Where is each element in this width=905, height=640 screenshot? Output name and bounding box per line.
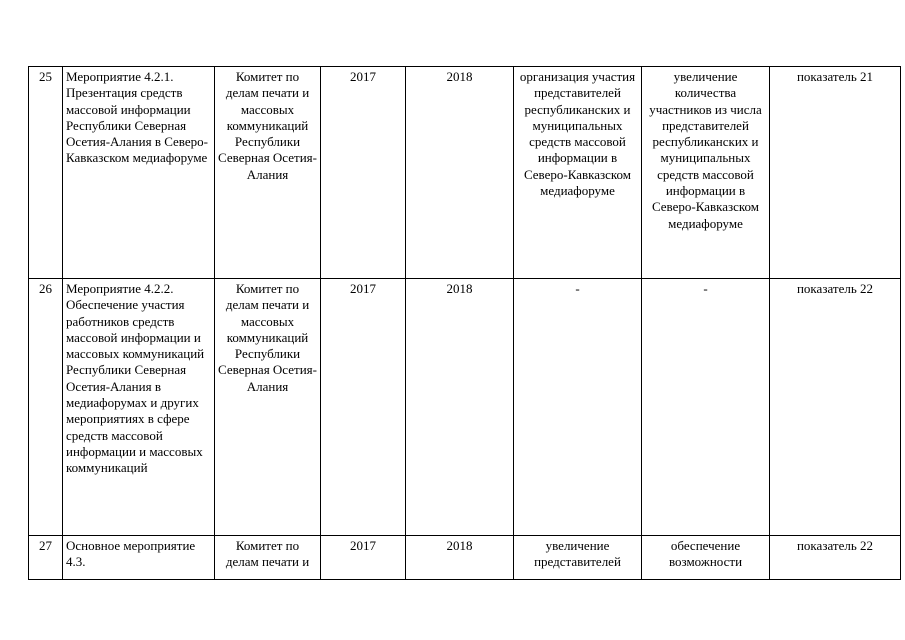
start-year: 2017 bbox=[321, 67, 406, 279]
table-row bbox=[29, 279, 901, 536]
consequences: увеличение количества участников из числа представителей республиканских и муниципальных средств массовой информации в Северо-Кавказском медиафоруме bbox=[642, 67, 770, 279]
indicator: показатель 21 bbox=[770, 67, 901, 279]
indicator: показатель 22 bbox=[770, 279, 901, 536]
responsible-executor: Комитет по делам печати и bbox=[215, 536, 321, 580]
event-description: Мероприятие 4.2.2. Обеспечение участия работников средств массовой информации и массовых коммуникаций Республики Северная Осетия-Алания в медиафорумах и других мероприятиях в сфере средств массовой информации и массовых коммуникаций bbox=[63, 279, 215, 536]
expected-result: - bbox=[514, 279, 642, 536]
start-year: 2017 bbox=[321, 536, 406, 580]
responsible-executor: Комитет по делам печати и массовых коммуникаций Республики Северная Осетия-Алания bbox=[215, 67, 321, 279]
consequences: - bbox=[642, 279, 770, 536]
consequences: обеспечение возможности bbox=[642, 536, 770, 580]
end-year: 2018 bbox=[406, 67, 514, 279]
start-year: 2017 bbox=[321, 279, 406, 536]
table-row bbox=[29, 536, 901, 580]
end-year: 2018 bbox=[406, 279, 514, 536]
expected-result: организация участия представителей республиканских и муниципальных средств массовой информации в Северо-Кавказском медиафоруме bbox=[514, 67, 642, 279]
row-number: 27 bbox=[29, 536, 63, 580]
table-row bbox=[29, 67, 901, 279]
indicator: показатель 22 bbox=[770, 536, 901, 580]
end-year: 2018 bbox=[406, 536, 514, 580]
program-events-table bbox=[28, 66, 901, 580]
expected-result: увеличение представителей bbox=[514, 536, 642, 580]
event-description: Мероприятие 4.2.1. Презентация средств массовой информации Республики Северная Осетия-Алания в Северо-Кавказском медиафоруме bbox=[63, 67, 215, 279]
event-description: Основное мероприятие 4.3. bbox=[63, 536, 215, 580]
row-number: 26 bbox=[29, 279, 63, 536]
responsible-executor: Комитет по делам печати и массовых коммуникаций Республики Северная Осетия-Алания bbox=[215, 279, 321, 536]
row-number: 25 bbox=[29, 67, 63, 279]
